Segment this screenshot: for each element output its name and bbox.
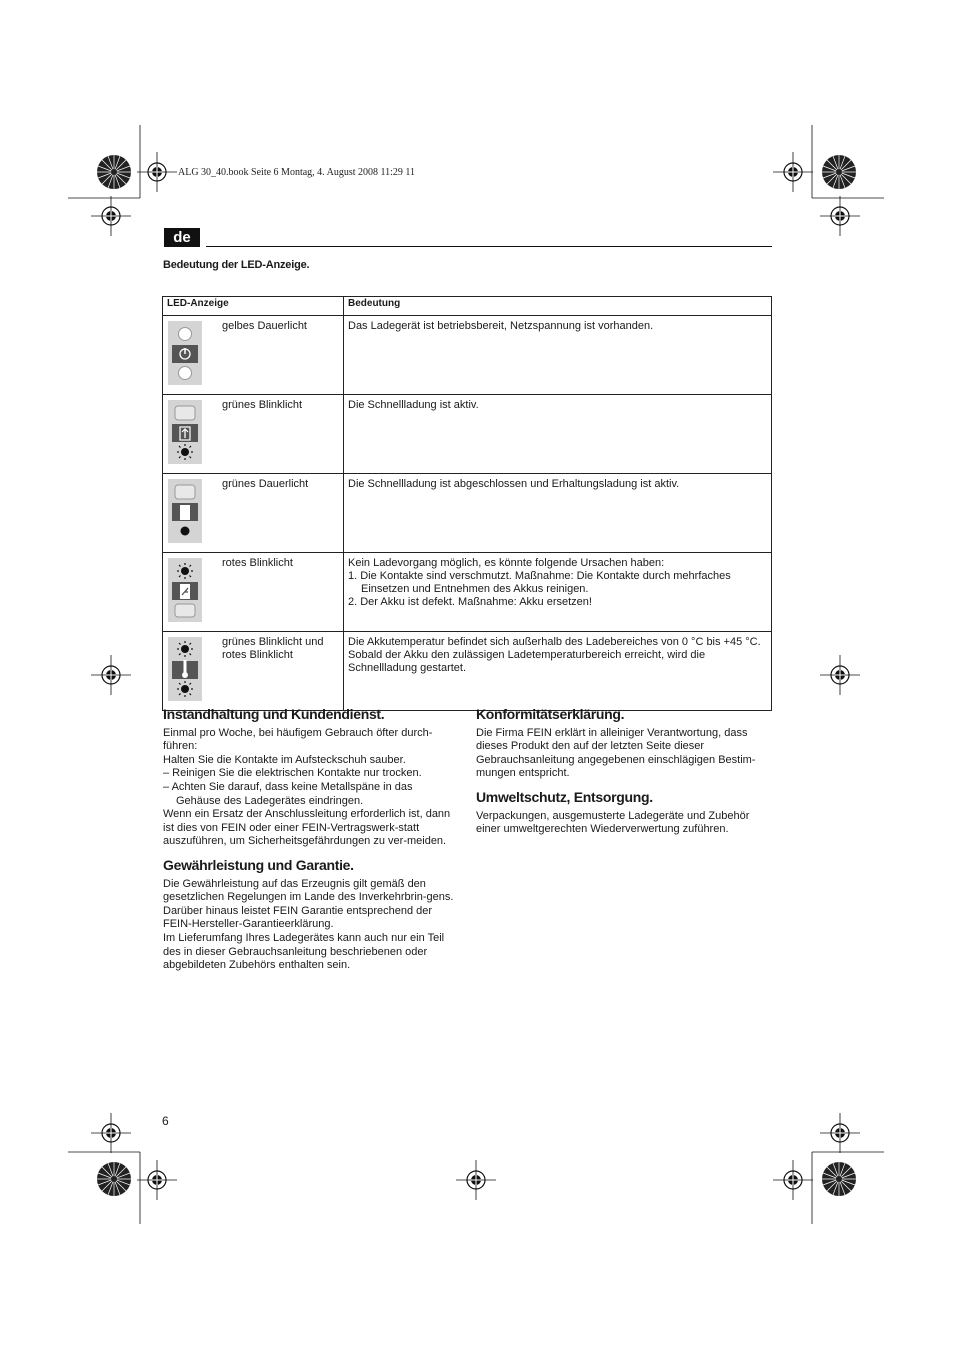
conformity-title: Konformitätserklärung. xyxy=(476,706,625,722)
warranty-text: Im Lieferumfang Ihres Ladegerätes kann auch nur ein Teil des in dieser Gebrauchsanleitung beschriebenen oder abgebildeten Zubehörs enthalten sein. xyxy=(163,931,445,972)
language-badge: de xyxy=(164,228,200,247)
header-rule xyxy=(206,246,772,247)
table-row xyxy=(163,316,772,395)
led-cell xyxy=(163,395,344,474)
table-header-row xyxy=(163,297,772,316)
table-row xyxy=(163,553,772,632)
environment-text: Verpackungen, ausgemusterte Ladegeräte und Zubehör einer umweltgerechten Wiederverwertung zuführen. xyxy=(476,809,750,836)
led-condition: grünes Blinklicht und rotes Blinklicht xyxy=(222,636,324,661)
led-condition: gelbes Dauerlicht xyxy=(222,320,307,332)
left-column xyxy=(163,708,459,973)
meaning-text: Kein Ladevorgang möglich, es könnte folgende Ursachen haben: xyxy=(348,557,665,569)
right-column xyxy=(476,708,772,837)
full-battery-icon xyxy=(168,479,202,543)
column-header-led: LED-Anzeige xyxy=(163,297,344,316)
maintenance-bullet: – Achten Sie darauf, dass keine Metallspäne in das Gehäuse des Ladegerätes eindringen. xyxy=(163,780,413,807)
led-condition: grünes Dauerlicht xyxy=(222,478,309,490)
section-title: Bedeutung der LED-Anzeige. xyxy=(163,259,310,271)
led-cell xyxy=(163,316,344,395)
warranty-title: Gewährleistung und Garantie. xyxy=(163,856,354,873)
meaning-list-item: 1. Die Kontakte sind verschmutzt. Maßnahme: Die Kontakte durch mehrfaches Einsetzen und Entnehmen des Akkus reinigen. xyxy=(348,570,731,595)
maintenance-text: Halten Sie die Kontakte im Aufsteckschuh sauber. xyxy=(163,753,406,766)
led-panel xyxy=(168,637,202,701)
defect-battery-icon xyxy=(168,558,202,622)
maintenance-title: Instandhaltung und Kundendienst. xyxy=(163,706,385,722)
table-row xyxy=(163,632,772,711)
led-meaning xyxy=(344,553,772,632)
table-row xyxy=(163,474,772,553)
maintenance-bullet: – Reinigen Sie die elektrischen Kontakte nur trocken. xyxy=(163,767,422,780)
led-panel xyxy=(168,558,202,622)
file-slug: ALG 30_40.book Seite 6 Montag, 4. August 2008 11:29 11 xyxy=(178,167,416,178)
led-meaning xyxy=(344,316,772,395)
page-number: 6 xyxy=(162,1114,169,1128)
power-icon xyxy=(168,321,202,385)
led-meaning xyxy=(344,395,772,474)
table-row xyxy=(163,395,772,474)
maintenance-text: Wenn ein Ersatz der Anschlussleitung erforderlich ist, dann ist dies von FEIN oder einer FEIN-Vertragswerk-statt auszuführen, um Sicherheitsgefährdungen zu ver-meiden. xyxy=(163,808,451,848)
column-header-meaning: Bedeutung xyxy=(344,297,772,316)
led-panel xyxy=(168,479,202,543)
meaning-text: Die Akkutemperatur befindet sich außerhalb des Ladebereiches von 0 °C bis +45 °C. Sobald der Akku den zulässigen Ladetemperaturbereich erreicht, wird die Schnellladung gestartet. xyxy=(348,636,761,674)
meaning-text: Das Ladegerät ist betriebsbereit, Netzspannung ist vorhanden. xyxy=(348,320,654,332)
led-panel xyxy=(168,321,202,385)
led-table xyxy=(162,296,772,711)
led-cell xyxy=(163,474,344,553)
maintenance-text: Einmal pro Woche, bei häufigem Gebrauch öfter durch-führen: xyxy=(163,726,433,753)
meaning-text: Die Schnellladung ist aktiv. xyxy=(348,399,479,411)
led-condition: rotes Blinklicht xyxy=(222,557,293,569)
meaning-text: Die Schnellladung ist abgeschlossen und Erhaltungsladung ist aktiv. xyxy=(348,478,680,490)
thermometer-icon xyxy=(168,637,202,701)
conformity-text: Die Firma FEIN erklärt in alleiniger Verantwortung, dass dieses Produkt den auf der letzten Seite dieser Gebrauchsanleitung angegebenen einschlägigen Bestim-mungen entspricht. xyxy=(476,726,756,780)
warranty-text: Die Gewährleistung auf das Erzeugnis gilt gemäß den gesetzlichen Regelungen im Lande des Inverkehrbrin-gens. Darüber hinaus leistet FEIN Garantie entsprechend der FEIN-Hersteller-Garantieerklärung. xyxy=(163,877,454,931)
led-meaning xyxy=(344,474,772,553)
meaning-list-item: 2. Der Akku ist defekt. Maßnahme: Akku ersetzen! xyxy=(348,596,592,608)
charging-battery-icon xyxy=(168,400,202,464)
led-cell xyxy=(163,632,344,711)
led-meaning xyxy=(344,632,772,711)
led-cell xyxy=(163,553,344,632)
environment-title: Umweltschutz, Entsorgung. xyxy=(476,788,653,805)
led-condition: grünes Blinklicht xyxy=(222,399,303,411)
led-panel xyxy=(168,400,202,464)
